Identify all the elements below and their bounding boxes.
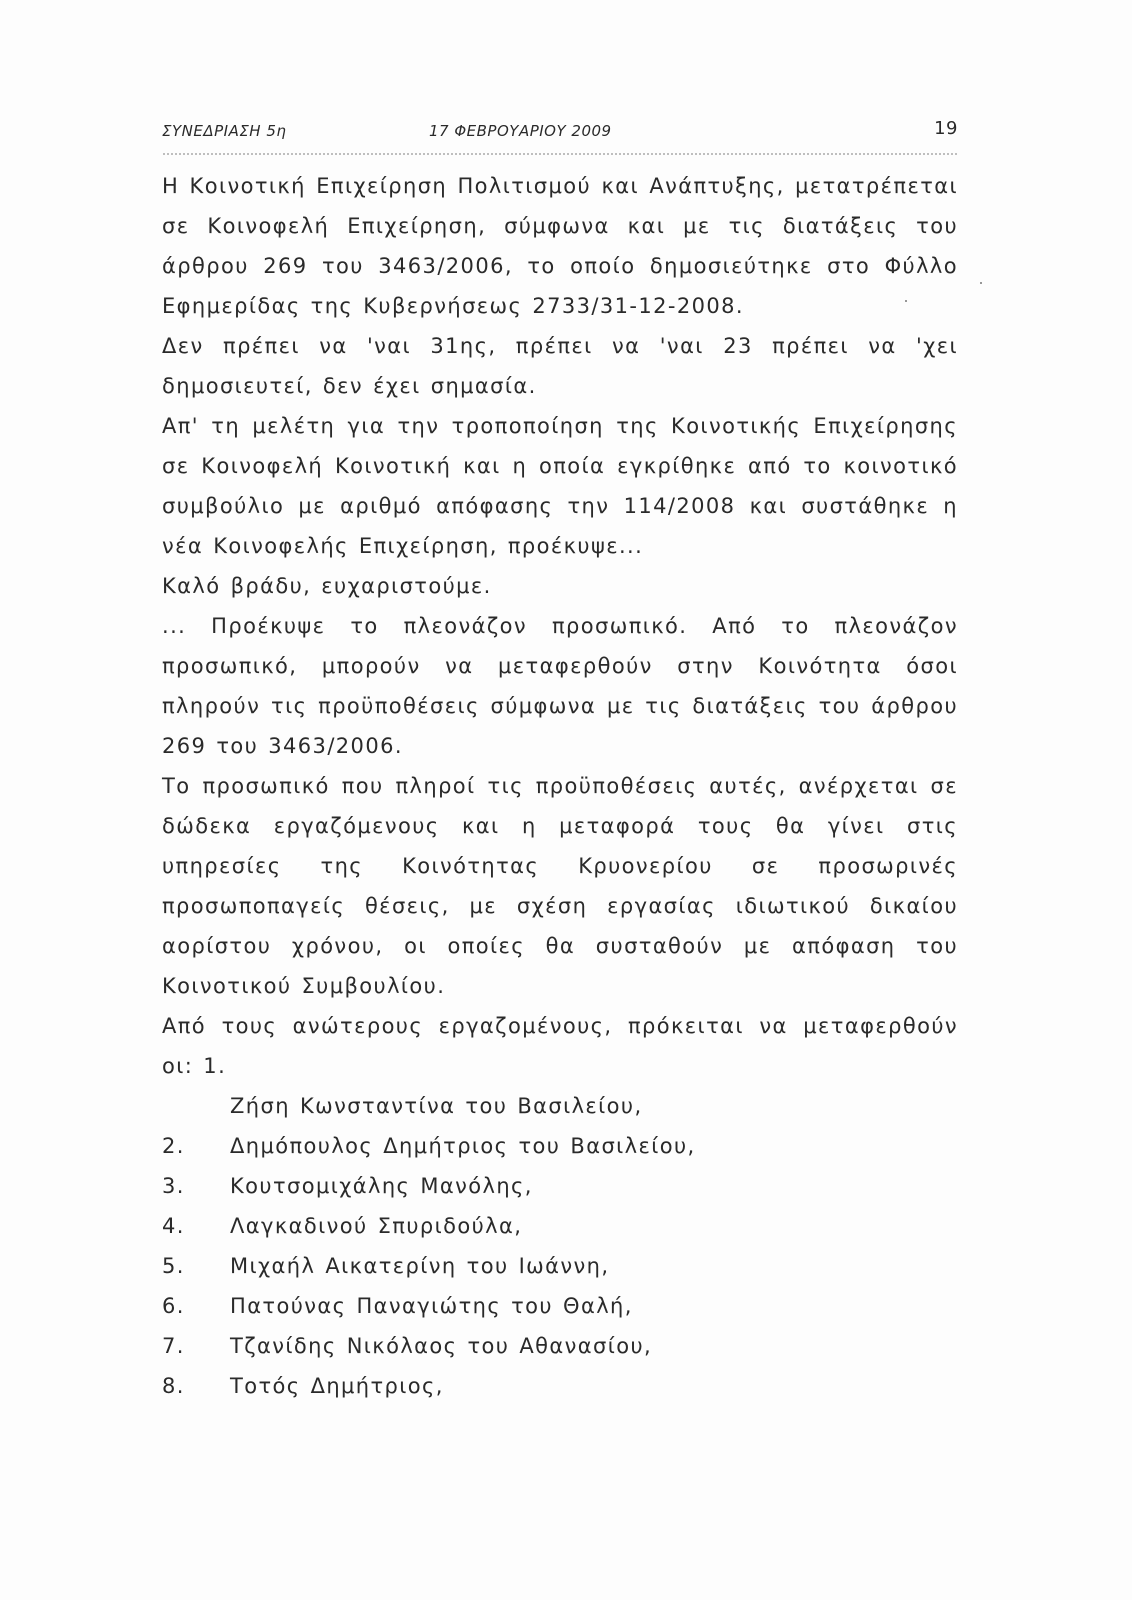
list-item-name: Κουτσομιχάλης Μανόλης, [230,1174,533,1198]
list-item-name: Τζανίδης Νικόλαος του Αθανασίου, [230,1334,653,1358]
list-item-name: Λαγκαδινού Σπυριδούλα, [230,1214,523,1238]
list-item [162,1126,958,1166]
paragraph: Η Κοινοτική Επιχείρηση Πολιτισμού και Ανάπτυξης, μετατρέπεται σε Κοινοφελή Επιχείρηση, σύμφωνα και με τις διατάξεις του άρθρου 269 του 3463/2006, το οποίο δημοσιεύτηκε στο Φύλλο Εφημερίδας της Κυβερνήσεως 2733/31-12-2008. [162,174,958,318]
list-item-number: 2. [162,1134,185,1158]
list-item-name: Μιχαήλ Αικατερίνη του Ιωάννη, [230,1254,610,1278]
list-item [162,1326,958,1366]
scan-speck [905,300,907,302]
list-item [162,1206,958,1246]
page-header [162,118,958,142]
document-body [162,166,958,1406]
paragraph: Το προσωπικό που πληροί τις προϋποθέσεις αυτές, ανέρχεται σε δώδεκα εργαζόμενους και η μεταφορά τους θα γίνει στις υπηρεσίες της Κοινότητας Κρυονερίου σε προσωρινές προσωποπαγείς θέσεις, με σχέση εργασίας ιδιωτικού δικαίου αορίστου χρόνου, οι οποίες θα συσταθούν με απόφαση του Κοινοτικού Συμβουλίου. [162,774,958,998]
list-item-number: 8. [162,1374,185,1398]
list-item [162,1286,958,1326]
list-item-name: Τοτός Δημήτριος, [230,1374,444,1398]
session-label: ΣΥΝΕΔΡΙΑΣΗ 5η [162,122,287,140]
list-item-name: Πατούνας Παναγιώτης του Θαλή, [230,1294,633,1318]
paragraph: Απ' τη μελέτη για την τροποποίηση της Κοινοτικής Επιχείρησης σε Κοινοφελή Κοινοτική και η οποία εγκρίθηκε από το κοινοτικό συμβούλιο με αριθμό απόφασης την 114/2008 και συστάθηκε η νέα Κοινοφελής Επιχείρηση, προέκυψε... [162,414,958,558]
paragraph: Δεν πρέπει να 'ναι 31ης, πρέπει να 'ναι 23 πρέπει να 'χει δημοσιευτεί, δεν έχει σημασία. [162,334,958,398]
paragraph: ... Προέκυψε το πλεονάζον προσωπικό. Από το πλεονάζον προσωπικό, μπορούν να μεταφερθούν στην Κοινότητα όσοι πληρούν τις προϋποθέσεις σύμφωνα με τις διατάξεις του άρθρου 269 του 3463/2006. [162,614,958,758]
list-item [162,1246,958,1286]
list-item-number: 4. [162,1214,185,1238]
paragraph: Από τους ανώτερους εργαζομένους, πρόκειται να μεταφερθούν οι: 1. [162,1014,958,1078]
paragraph: Καλό βράδυ, ευχαριστούμε. [162,574,492,598]
list-item-number: 6. [162,1294,185,1318]
list-item-name: Δημόπουλος Δημήτριος του Βασιλείου, [230,1134,696,1158]
list-item-number: 7. [162,1334,185,1358]
page-number: 19 [934,118,958,139]
session-date: 17 ΦΕΒΡΟΥΑΡΙΟΥ 2009 [429,122,612,140]
list-item-number: 5. [162,1254,185,1278]
header-divider [162,152,958,157]
list-item [162,1366,958,1406]
list-item [162,1166,958,1206]
list-item-first-name: Ζήση Κωνσταντίνα του Βασιλείου, [230,1094,643,1118]
scan-speck [980,282,982,284]
list-item-number: 3. [162,1174,185,1198]
